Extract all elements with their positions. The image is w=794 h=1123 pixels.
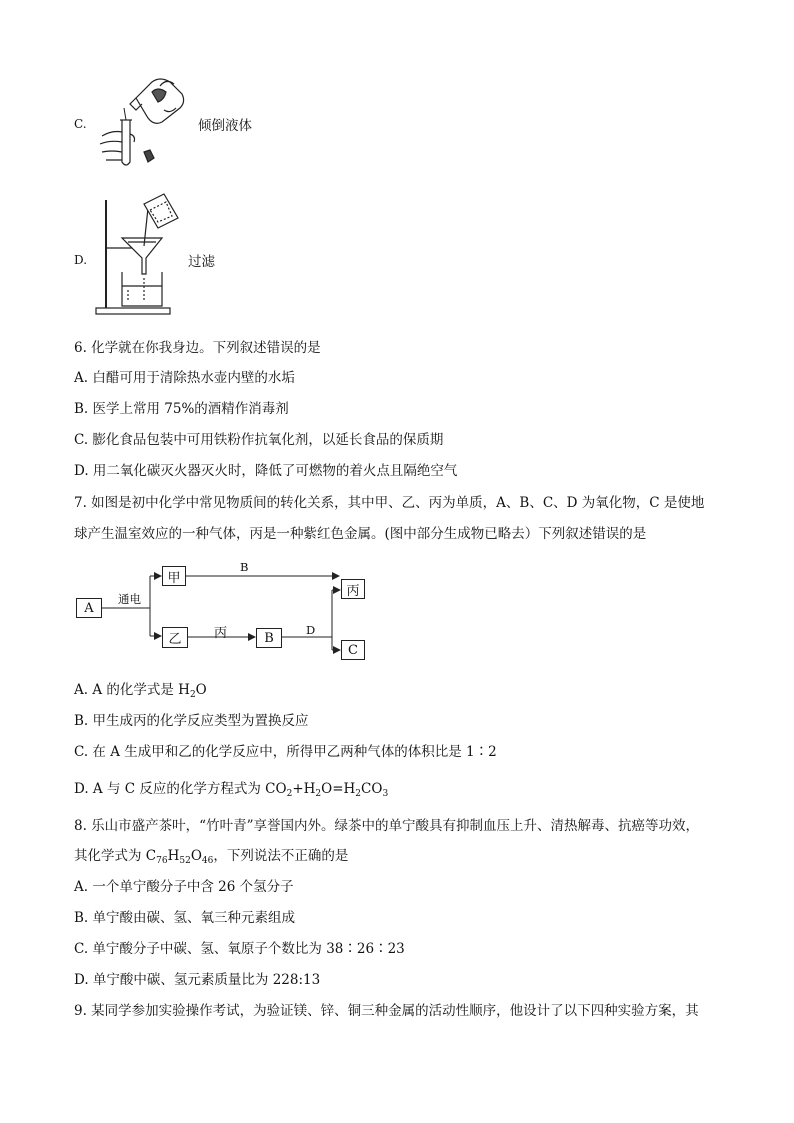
q7-stem-line2: 球产生温室效应的一种气体，丙是一种紫红色金属。(图中部分生成物已略去）下列叙述错误的是 bbox=[74, 526, 647, 542]
option-c-caption: 倾倒液体 bbox=[198, 118, 252, 134]
q6-option-d: D. 用二氧化碳灭火器灭火时，降低了可燃物的着火点且隔绝空气 bbox=[74, 463, 458, 479]
q7-box-c: C bbox=[341, 640, 365, 660]
q8-stem-line2: 其化学式为 $C_{76}H_{52}O_{46}$，下列说法不正确的是 bbox=[74, 848, 349, 866]
q8-option-c: C. 单宁酸分子中碳、氢、氧原子个数比为 38∶26∶23 bbox=[74, 941, 405, 957]
q8-option-a: A. 一个单宁酸分子中含 26 个氢分子 bbox=[74, 879, 294, 895]
q7-label-bing: 丙 bbox=[214, 626, 228, 641]
option-c-letter: C. bbox=[74, 117, 87, 131]
q7-label-d: D bbox=[306, 623, 316, 637]
q7-label-tongdian: 通电 bbox=[118, 592, 141, 606]
q8-option-b: B. 单宁酸由碳、氢、氧三种元素组成 bbox=[74, 910, 296, 926]
q6-option-b: B. 医学上常用 75%的酒精作消毒剂 bbox=[74, 401, 289, 417]
q7-option-a: A. A 的化学式是 $H_2O$ bbox=[74, 682, 207, 700]
q6-option-c: C. 膨化食品包装中可用铁粉作抗氧化剂，以延长食品的保质期 bbox=[74, 432, 444, 448]
q7-option-c: C. 在 A 生成甲和乙的化学反应中，所得甲乙两种气体的体积比是 1∶2 bbox=[74, 744, 497, 760]
option-d-caption: 过滤 bbox=[188, 254, 215, 270]
q7-stem-line1: 7. 如图是初中化学中常见物质间的转化关系，其中甲、乙、丙为单质，A、B、C、D 为氧化物，C 是使地 bbox=[74, 495, 705, 511]
option-d-letter: D. bbox=[74, 253, 88, 267]
q7-box-b: B bbox=[256, 628, 282, 648]
q7-box-bing: 丙 bbox=[341, 579, 365, 599]
q8-stem-line1: 8. 乐山市盛产茶叶，“竹叶青”享誉国内外。绿茶中的单宁酸具有抑制血压上升、清热解毒、抗癌等功效， bbox=[74, 818, 699, 834]
q7-label-b: B bbox=[240, 560, 249, 574]
q7-box-yi: 乙 bbox=[162, 627, 188, 648]
q6-stem: 6. 化学就在你我身边。下列叙述错误的是 bbox=[74, 340, 321, 356]
q8-option-d: D. 单宁酸中碳、氢元素质量比为 228:13 bbox=[74, 972, 321, 988]
q6-option-a: A. 白醋可用于清除热水壶内壁的水垢 bbox=[74, 370, 295, 386]
q7-box-jia: 甲 bbox=[162, 566, 186, 586]
q7-option-d: D. A 与 C 反应的化学方程式为 $CO_2+H_2O=H_2CO_3$ bbox=[74, 781, 389, 799]
q7-option-b: B. 甲生成丙的化学反应类型为置换反应 bbox=[74, 713, 309, 729]
q9-stem: 9. 某同学参加实验操作考试，为验证镁、锌、铜三种金属的活动性顺序，他设计了以下四种实验方案，其 bbox=[74, 1003, 699, 1019]
q7-box-a: A bbox=[76, 598, 102, 618]
